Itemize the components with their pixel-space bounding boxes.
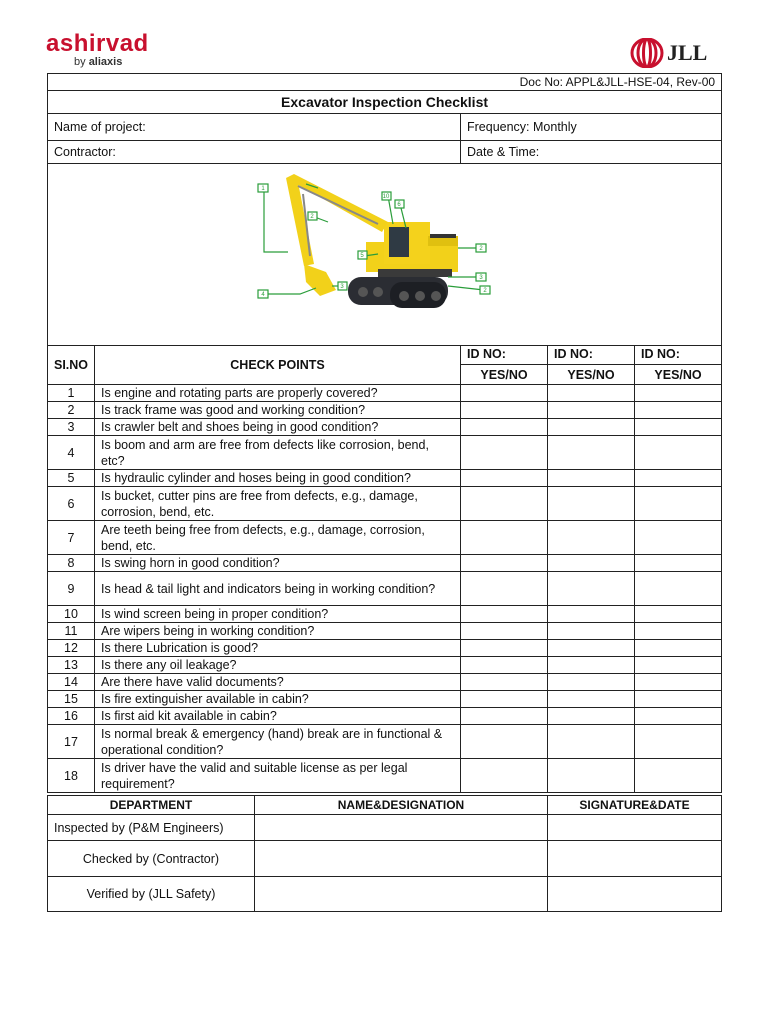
yesno-cell-1[interactable]	[461, 470, 548, 487]
row-number: 11	[48, 623, 95, 640]
yesno-cell-1[interactable]	[461, 759, 548, 793]
table-row	[48, 385, 722, 402]
table-row	[48, 555, 722, 572]
yesno-cell-2[interactable]	[548, 572, 635, 606]
check-point-text: Are there have valid documents?	[95, 674, 461, 691]
yesno-cell-2[interactable]	[548, 759, 635, 793]
yesno-cell-1[interactable]	[461, 487, 548, 521]
check-point-text: Is track frame was good and working condition?	[95, 402, 461, 419]
check-point-text: Is there Lubrication is good?	[95, 640, 461, 657]
row-number: 14	[48, 674, 95, 691]
form-title: Excavator Inspection Checklist	[48, 91, 722, 114]
yesno-cell-2[interactable]	[548, 725, 635, 759]
yesno-cell-1[interactable]	[461, 436, 548, 470]
yesno-cell-2[interactable]	[548, 402, 635, 419]
project-name-field[interactable]: Name of project:	[48, 114, 461, 141]
row-number: 7	[48, 521, 95, 555]
ashirvad-logo-sub: by aliaxis	[74, 56, 123, 68]
row-number: 18	[48, 759, 95, 793]
yesno-cell-2[interactable]	[548, 436, 635, 470]
ashirvad-logo	[46, 32, 149, 68]
yesno-cell-2[interactable]	[548, 640, 635, 657]
name-designation-header: NAME&DESIGNATION	[255, 796, 548, 815]
yesno-cell-3[interactable]	[635, 385, 722, 402]
yesno-cell-2[interactable]	[548, 555, 635, 572]
excavator-diagram-icon	[48, 164, 722, 345]
table-row	[48, 674, 722, 691]
svg-text:3: 3	[479, 275, 483, 281]
row-number: 13	[48, 657, 95, 674]
contractor-field[interactable]: Contractor:	[48, 141, 461, 164]
check-point-text: Are teeth being free from defects, e.g., damage, corrosion, bend, etc.	[95, 521, 461, 555]
yesno-cell-3[interactable]	[635, 402, 722, 419]
check-point-text: Is crawler belt and shoes being in good condition?	[95, 419, 461, 436]
row-number: 5	[48, 470, 95, 487]
svg-text:2: 2	[483, 288, 487, 294]
id-no-header-2: ID NO:	[548, 346, 635, 365]
svg-text:2: 2	[479, 246, 483, 252]
row-number: 6	[48, 487, 95, 521]
excavator-image-cell	[48, 164, 722, 346]
yesno-cell-3[interactable]	[635, 470, 722, 487]
check-point-text: Is swing horn in good condition?	[95, 555, 461, 572]
row-number: 4	[48, 436, 95, 470]
svg-text:10: 10	[382, 194, 390, 200]
id-no-header-3: ID NO:	[635, 346, 722, 365]
check-point-text: Is engine and rotating parts are properly covered?	[95, 385, 461, 402]
verified-by-name-cell[interactable]	[255, 877, 548, 912]
frequency-field: Frequency: Monthly	[461, 114, 722, 141]
table-row	[48, 487, 722, 521]
yesno-cell-1[interactable]	[461, 572, 548, 606]
yesno-cell-3[interactable]	[635, 640, 722, 657]
yesno-cell-2[interactable]	[548, 606, 635, 623]
yesno-cell-2[interactable]	[548, 691, 635, 708]
yesno-cell-1[interactable]	[461, 657, 548, 674]
yesno-cell-3[interactable]	[635, 725, 722, 759]
row-number: 16	[48, 708, 95, 725]
yesno-cell-3[interactable]	[635, 674, 722, 691]
row-number: 12	[48, 640, 95, 657]
row-number: 10	[48, 606, 95, 623]
doc-number: Doc No: APPL&JLL-HSE-04, Rev-00	[48, 74, 722, 91]
yesno-cell-3[interactable]	[635, 691, 722, 708]
yesno-cell-2[interactable]	[548, 419, 635, 436]
svg-text:1: 1	[261, 186, 265, 192]
check-point-text: Is wind screen being in proper condition?	[95, 606, 461, 623]
department-header: DEPARTMENT	[48, 796, 255, 815]
check-point-text: Is head & tail light and indicators being in working condition?	[95, 572, 461, 606]
yesno-cell-2[interactable]	[548, 487, 635, 521]
row-number: 15	[48, 691, 95, 708]
yesno-cell-2[interactable]	[548, 385, 635, 402]
table-row	[48, 708, 722, 725]
row-number: 9	[48, 572, 95, 606]
svg-text:6: 6	[397, 202, 401, 208]
yesno-cell-2[interactable]	[548, 470, 635, 487]
yesno-cell-3[interactable]	[635, 657, 722, 674]
table-row	[48, 402, 722, 419]
check-point-text: Is boom and arm are free from defects like corrosion, bend, etc?	[95, 436, 461, 470]
checked-by-name-cell[interactable]	[255, 841, 548, 877]
checked-by-signature-cell[interactable]	[548, 841, 722, 877]
row-number: 1	[48, 385, 95, 402]
table-row	[48, 572, 722, 606]
check-point-text: Is bucket, cutter pins are free from defects, e.g., damage, corrosion, bend, etc.	[95, 487, 461, 521]
yesno-cell-3[interactable]	[635, 419, 722, 436]
yesno-header-3: YES/NO	[635, 365, 722, 385]
table-row	[48, 691, 722, 708]
table-row	[48, 640, 722, 657]
check-point-text: Is hydraulic cylinder and hoses being in good condition?	[95, 470, 461, 487]
checkpoints-header: CHECK POINTS	[95, 346, 461, 385]
yesno-cell-3[interactable]	[635, 708, 722, 725]
yesno-cell-3[interactable]	[635, 436, 722, 470]
yesno-cell-2[interactable]	[548, 708, 635, 725]
table-row	[48, 725, 722, 759]
yesno-cell-2[interactable]	[548, 674, 635, 691]
id-no-header-1: ID NO:	[461, 346, 548, 365]
yesno-cell-1[interactable]	[461, 725, 548, 759]
sino-header: SI.NO	[48, 346, 95, 385]
inspected-by-label: Inspected by (P&M Engineers)	[48, 815, 255, 841]
yesno-cell-2[interactable]	[548, 623, 635, 640]
check-point-text: Is fire extinguisher available in cabin?	[95, 691, 461, 708]
yesno-cell-3[interactable]	[635, 759, 722, 793]
ashirvad-logo-word: ashirvad	[46, 30, 149, 57]
yesno-cell-3[interactable]	[635, 606, 722, 623]
table-row	[48, 657, 722, 674]
yesno-cell-1[interactable]	[461, 555, 548, 572]
yesno-cell-1[interactable]	[461, 674, 548, 691]
jll-emblem-icon	[630, 38, 664, 68]
signoff-table	[47, 795, 722, 912]
yesno-cell-3[interactable]	[635, 623, 722, 640]
table-row	[48, 419, 722, 436]
yesno-cell-1[interactable]	[461, 623, 548, 640]
yesno-cell-1[interactable]	[461, 691, 548, 708]
verified-by-label: Verified by (JLL Safety)	[48, 877, 255, 912]
yesno-cell-3[interactable]	[635, 555, 722, 572]
yesno-cell-1[interactable]	[461, 708, 548, 725]
yesno-cell-1[interactable]	[461, 419, 548, 436]
check-point-text: Is first aid kit available in cabin?	[95, 708, 461, 725]
yesno-header-1: YES/NO	[461, 365, 548, 385]
inspected-by-signature-cell[interactable]	[548, 815, 722, 841]
table-row	[48, 521, 722, 555]
yesno-cell-3[interactable]	[635, 572, 722, 606]
yesno-cell-2[interactable]	[548, 657, 635, 674]
yesno-cell-2[interactable]	[548, 521, 635, 555]
checked-by-label: Checked by (Contractor)	[48, 841, 255, 877]
check-point-text: Is driver have the valid and suitable license as per legal requirement?	[95, 759, 461, 793]
check-point-text: Are wipers being in working condition?	[95, 623, 461, 640]
signature-date-header: SIGNATURE&DATE	[548, 796, 722, 815]
svg-text:5: 5	[360, 253, 364, 259]
row-number: 2	[48, 402, 95, 419]
check-point-text: Is normal break & emergency (hand) break are in functional & operational condition?	[95, 725, 461, 759]
table-row	[48, 436, 722, 470]
jll-logo-word: JLL	[667, 40, 708, 65]
table-row	[48, 623, 722, 640]
inspected-by-name-cell[interactable]	[255, 815, 548, 841]
svg-text:4: 4	[261, 292, 265, 298]
date-time-field[interactable]: Date & Time:	[461, 141, 722, 164]
yesno-cell-1[interactable]	[461, 640, 548, 657]
svg-text:3: 3	[340, 284, 344, 290]
yesno-header-2: YES/NO	[548, 365, 635, 385]
yesno-cell-1[interactable]	[461, 521, 548, 555]
check-point-text: Is there any oil leakage?	[95, 657, 461, 674]
jll-logo	[630, 38, 707, 68]
yesno-cell-1[interactable]	[461, 606, 548, 623]
checklist-sheet	[47, 73, 722, 793]
table-row	[48, 470, 722, 487]
yesno-cell-3[interactable]	[635, 521, 722, 555]
svg-text:2: 2	[310, 214, 314, 220]
row-number: 3	[48, 419, 95, 436]
row-number: 8	[48, 555, 95, 572]
yesno-cell-1[interactable]	[461, 385, 548, 402]
verified-by-signature-cell[interactable]	[548, 877, 722, 912]
yesno-cell-3[interactable]	[635, 487, 722, 521]
table-row	[48, 606, 722, 623]
yesno-cell-1[interactable]	[461, 402, 548, 419]
row-number: 17	[48, 725, 95, 759]
table-row	[48, 759, 722, 793]
